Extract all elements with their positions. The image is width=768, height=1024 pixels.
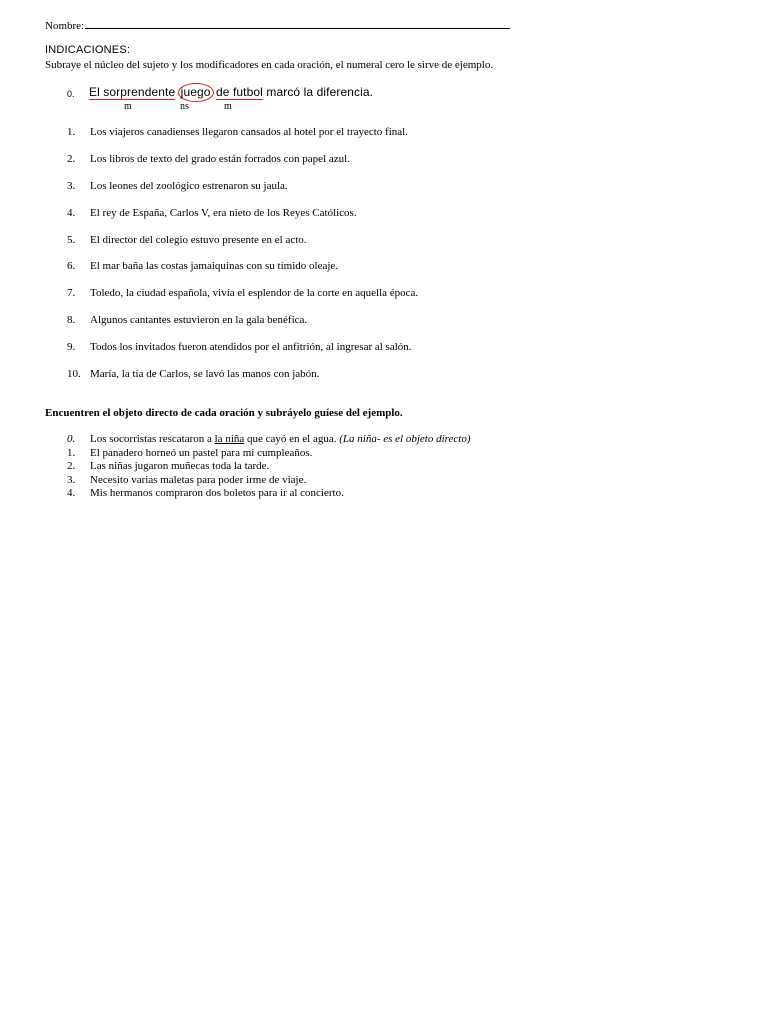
tag-nucleus: ns bbox=[180, 101, 189, 112]
section2-title: Encuentren el objeto directo de cada oración y subráyelo guíese del ejemplo. bbox=[45, 407, 403, 419]
example-note: (La niña- es el objeto directo) bbox=[339, 433, 471, 445]
name-label: Nombre: bbox=[45, 20, 85, 32]
example-text-before: Los socorristas rescataron a bbox=[90, 433, 215, 445]
name-blank-line bbox=[85, 18, 510, 29]
item-number: 3. bbox=[67, 179, 76, 192]
item-number: 2. bbox=[67, 152, 76, 165]
item-text: Mis hermanos compraron dos boletos para ir al concierto. bbox=[90, 487, 344, 499]
item-text: Toledo, la ciudad española, vivía el esplendor de la corte en aquella época. bbox=[90, 287, 419, 300]
item-text: Los leones del zoológico estrenaron su jaula. bbox=[90, 179, 288, 192]
item-number: 3. bbox=[67, 473, 76, 486]
item-text: Necesito varias maletas para poder irme de viaje. bbox=[90, 473, 307, 486]
item-text: Algunos cantantes estuvieron en la gala benéfica. bbox=[90, 314, 308, 327]
direct-object-underline: la niña bbox=[214, 433, 245, 445]
item-number: 7. bbox=[67, 287, 76, 300]
tag-modifier-2: m bbox=[224, 101, 232, 112]
item-text: Los viajeros canadienses llegaron cansados al hotel por el trayecto final. bbox=[90, 126, 408, 138]
item-number: 5. bbox=[67, 233, 76, 246]
item-text: El panadero horneó un pastel para mi cumpleaños. bbox=[90, 446, 313, 459]
item-number: 1. bbox=[67, 126, 76, 138]
example-number: 0. bbox=[67, 89, 75, 99]
item-text: El director del colegio estuvo presente en el acto. bbox=[90, 233, 307, 246]
item-number: 8. bbox=[67, 314, 76, 327]
tag-modifier-1: m bbox=[124, 101, 132, 112]
example-text bbox=[89, 85, 373, 99]
example-sentence bbox=[67, 85, 467, 115]
item-text: El mar baña las costas jamaiquinas con su tímido oleaje. bbox=[90, 260, 339, 273]
instructions-title: INDICACIONES: bbox=[45, 44, 131, 56]
modifier-underline-2: de futbol bbox=[215, 85, 263, 99]
example-text-after: que cayó en el agua. bbox=[244, 433, 340, 445]
name-field bbox=[45, 18, 510, 32]
instructions-text: Subraye el núcleo del sujeto y los modificadores en cada oración, el numeral cero le sirve de ejemplo. bbox=[45, 59, 494, 71]
modifier-underline-1: El sorprendente bbox=[89, 85, 176, 99]
item-number: 0. bbox=[67, 433, 76, 445]
nucleus-circle: juego bbox=[178, 83, 214, 102]
item-number: 4. bbox=[67, 487, 76, 499]
item-number: 6. bbox=[67, 260, 76, 273]
item-text bbox=[90, 433, 471, 445]
item-text: Las niñas jugaron muñecas toda la tarde. bbox=[90, 460, 270, 472]
item-text: María, la tía de Carlos, se lavó las manos con jabón. bbox=[90, 368, 320, 381]
item-number: 9. bbox=[67, 341, 76, 354]
item-number: 2. bbox=[67, 460, 76, 472]
item-number: 1. bbox=[67, 446, 76, 459]
item-text: Todos los invitados fueron atendidos por el anfitrión, al ingresar al salón. bbox=[90, 341, 412, 354]
item-text: El rey de España, Carlos V, era nieto de los Reyes Católicos. bbox=[90, 206, 357, 219]
item-number: 10. bbox=[67, 368, 81, 381]
item-text: Los libros de texto del grado están forrados con papel azul. bbox=[90, 152, 350, 165]
item-number: 4. bbox=[67, 206, 76, 219]
predicate-text: marcó la diferencia. bbox=[262, 85, 374, 99]
